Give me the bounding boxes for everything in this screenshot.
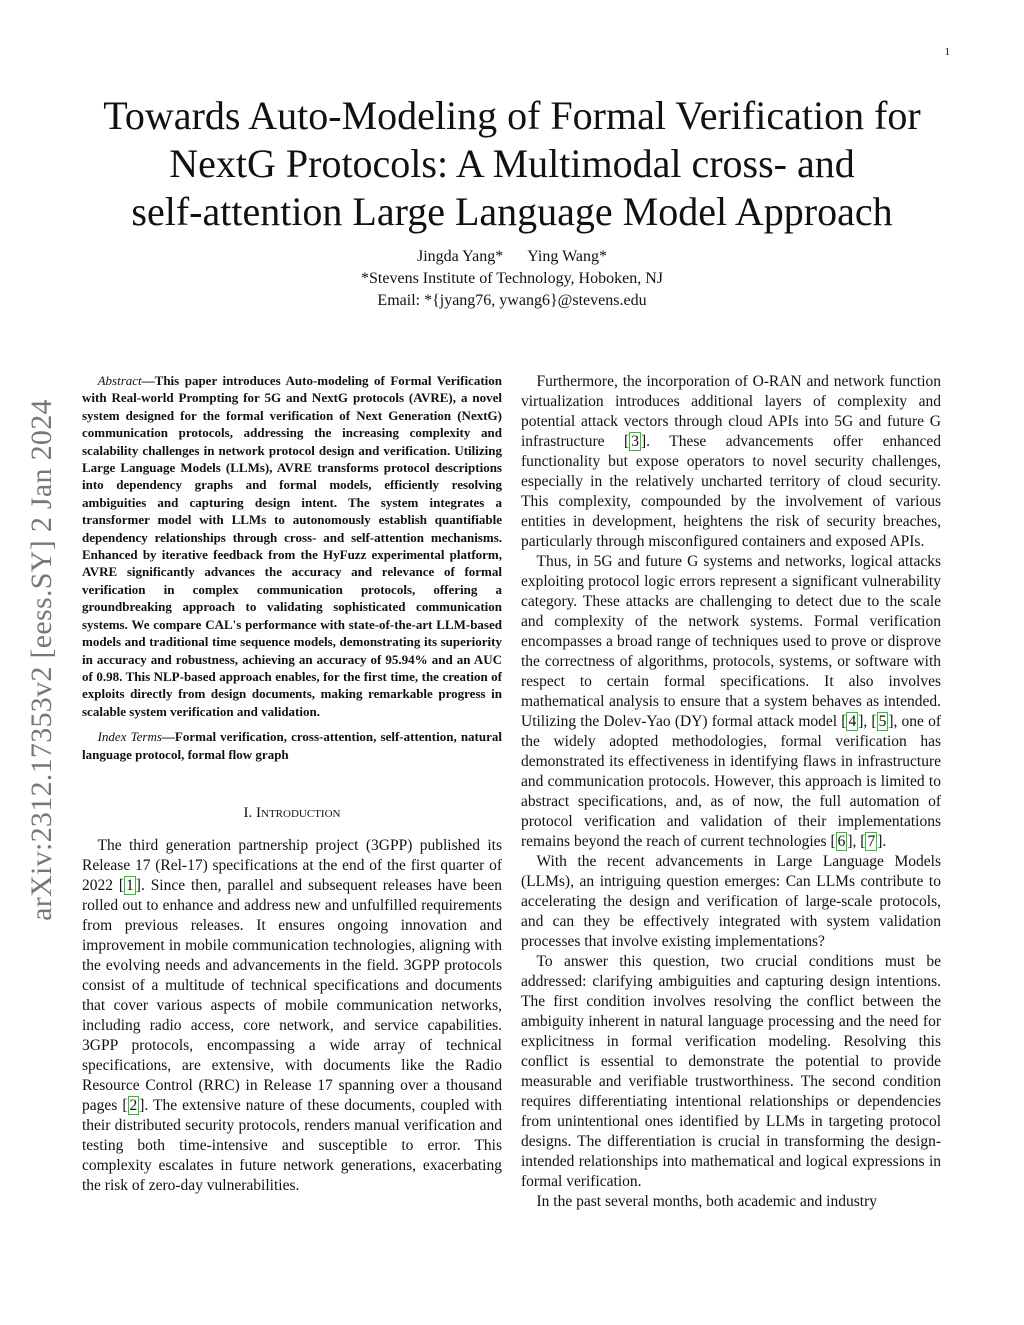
paper-title [60, 92, 964, 236]
paragraph-text: Furthermore, the incorporation of O-RAN and network function virtualization introduces additional layers of complexity and potential attack vectors through cloud APIs into 5G and future G infrastructure [521, 373, 941, 450]
paragraph-text: . These advancements offer enhanced functionality but expose operators to novel security challenges, especially in the relatively uncharted territory of cloud security. This complexity, compounded by the involvement of various entities in development, heightens the risk of security breaches, particularly through misconfigured containers and exposed APIs. [521, 433, 941, 550]
paragraph-text: The third generation partnership project (3GPP) published its Release 17 (Rel-17) specifications at the end of the first quarter of 2022 [82, 836, 502, 894]
author-affiliation: *Stevens Institute of Technology, Hoboken, NJ [361, 270, 663, 287]
citation-separator: , [852, 833, 861, 850]
page-number: 1 [944, 46, 950, 58]
intro-paragraph-6: In the past several months, both academic and industry [536, 1193, 877, 1210]
author-2: Ying Wang* [527, 248, 607, 265]
citation-link-3[interactable]: 3 [631, 433, 639, 450]
arxiv-identifier: arXiv:2312.17353v2 [eess.SY] 2 Jan 2024 [25, 399, 58, 921]
intro-paragraph-4: With the recent advancements in Large Language Models (LLMs), an intriguing question emerges: Can LLMs contribute to accelerating the design and verification of large-scale protocols, and can they be effectively integrated with system validation processes that involve existing implementations? [521, 853, 941, 950]
citation-link-5[interactable]: 5 [878, 713, 887, 730]
paragraph-text: . The extensive nature of these documents, coupled with their distributed security protocols, renders manual verification and testing both time-intensive and susceptible to error. This complexity escalates in future network generations, exacerbating the risk of zero-day vulnerabilities. [82, 1096, 502, 1194]
paragraph-text: Thus, in 5G and future G systems and networks, logical attacks exploiting protocol logic errors represent a significant vulnerability category. These attacks are challenging to detect due to the scale and complexity of the network systems. Formal verification encompasses a broad range of techniques used to prove or disprove the correctness of algorithms, protocols, systems, or software with respect to certain formal specifications. It also involves mathematical analysis to ensure that a system behaves as intended. Utilizing the Dolev-Yao (DY) formal attack model [521, 553, 941, 730]
intro-paragraph-5: To answer this question, two crucial conditions must be addressed: clarifying ambiguities and capturing design intentions. The first condition involves resolving the conflict between the ambiguity inherent in natural language processing and the need for explicitness in formal verification modeling. Resolving this conflict is essential to demonstrate the potential to provide measurable and verifiable trustworthiness. The second condition requires differentiating intentional relationships or dependencies from unintentional ones identified by LLMs in targeting protocol designs. The differentiation is crucial in transforming the design-intended relationships into mathematical and logical expressions in formal verification. [521, 953, 941, 1190]
abstract-text: —This paper introduces Auto-modeling of Formal Verification with Real-world Prompting for 5G and NextG protocols (AVRE), a novel system designed for the formal verification of Next Generation (NextG) communication protocols, addressing the increasing complexity and scalability challenges in network protocol design and verification. Utilizing Large Language Models (LLMs), AVRE transforms protocol descriptions into dependency graphs and formal models, efficiently resolving ambiguities and capturing design intent. The system integrates a transformer model with LLMs to autonomously establish quantifiable dependency relationships through cross- and self-attention mechanisms. Enhanced by iterative feedback from the HyFuzz experimental platform, AVRE significantly advances the accuracy and relevance of formal verification in complex communication protocols, offering a groundbreaking approach to validating sophisticated communication systems. We compare CAL's performance with state-of-the-art LLM-based models and traditional time sequence models, demonstrating its superiority in accuracy and robustness, achieving an accuracy of 95.94% and an AUC of 0.98. This NLP-based approach enables, for the first time, the creation of exploits directly from design documents, making remarkable progress in scalable system verification and validation. [82, 373, 502, 719]
intro-paragraph-2: Furthermore, the incorporation of O-RAN and network function virtualization introduces additional layers of complexity and potential attack vectors through cloud APIs into 5G and future G infrastructure [ 3 ]. These advancements offer enhanced functionality but expose operators to novel security challenges, especially in the relatively uncharted territory of cloud security. This complexity, compounded by the involvement of various entities in development, heightens the risk of security breaches, particularly through misconfigured containers and exposed APIs. [521, 373, 941, 550]
citation-link-7[interactable]: 7 [867, 833, 876, 850]
citation-link-1[interactable]: 1 [126, 876, 134, 894]
title-line-2: NextG Protocols: A Multimodal cross- and [169, 141, 855, 186]
paragraph-text: . Since then, parallel and subsequent releases have been rolled out to enhance and address new and unfulfilled requirements from previous releases. It ensures ongoing innovation and improvement in mobile communication technologies, aligning with the evolving needs and advancements in the field. 3GPP protocols consist of a multitude of technical specifications and documents that cover various aspects of mobile communication networks, including radio access, core network, and service capabilities. 3GPP protocols, encompassing a wide array of technical specifications, are extensive, with documents like the Radio Resource Control (RRC) in Release 17 spanning over a thousand pages [82, 876, 502, 1114]
left-column [82, 372, 502, 1196]
author-1: Jingda Yang* [417, 248, 504, 265]
citation-link-2[interactable]: 2 [129, 1096, 138, 1114]
right-column [521, 372, 941, 1212]
author-names [60, 246, 964, 268]
paragraph-text: , one of the widely adopted methodologies, formal verification has demonstrated its effectiveness in identifying flaws in infrastructure and communication protocols. However, this approach is limited to abstract specifications, and, as of now, the full automation of protocol verification and validation of their implementations remains beyond the reach of current technologies [521, 713, 942, 850]
index-terms [82, 728, 502, 763]
citation-link-6[interactable]: 6 [837, 833, 846, 850]
index-terms-label: Index Terms [97, 729, 162, 745]
paragraph-text: . [882, 833, 887, 850]
citation-link-4[interactable]: 4 [848, 713, 857, 730]
abstract-label: Abstract [97, 373, 142, 388]
author-email: Email: *{jyang76, ywang6}@stevens.edu [377, 292, 647, 309]
index-terms-text: —Formal verification, cross-attention, self-attention, natural language protocol, formal flow graph [82, 729, 502, 762]
intro-paragraph-1: The third generation partnership project (3GPP) published its Release 17 (Rel-17) specifications at the end of the first quarter of 2022 [ 1 ]. Since then, parallel and subsequent releases have been rolled out to enhance and address new and unfulfilled requirements from previous releases. It ensures ongoing innovation and improvement in mobile communication technologies, aligning with the evolving needs and advancements in the field. 3GPP protocols consist of a multitude of technical specifications and documents that cover various aspects of mobile communication networks, including radio access, core network, and service capabilities. 3GPP protocols, encompassing a wide array of technical specifications, are extensive, with documents like the Radio Resource Control (RRC) in Release 17 spanning over a thousand pages [ 2 ]. The extensive nature of these documents, coupled with their distributed security protocols, renders manual verification and testing both time-intensive and susceptible to error. This complexity escalates in future network generations, exacerbating the risk of zero-day vulnerabilities. [82, 836, 502, 1194]
title-line-3: self-attention Large Language Model Approach [131, 189, 893, 234]
title-line-1: Towards Auto-Modeling of Formal Verification for [103, 93, 921, 138]
author-block [60, 246, 964, 312]
section-heading-introduction: I. Introduction [243, 804, 341, 821]
intro-paragraph-3: Thus, in 5G and future G systems and networks, logical attacks exploiting protocol logic errors represent a significant vulnerability category. These attacks are challenging to detect due to the scale and complexity of the network systems. Formal verification encompasses a broad range of techniques used to prove or disprove the correctness of algorithms, protocols, systems, or software with respect to certain formal specifications. It also involves mathematical analysis to ensure that a system behaves as intended. Utilizing the Dolev-Yao (DY) formal attack model [ 4 ], [ 5 ], one of the widely adopted methodologies, formal verification has demonstrated its effectiveness in identifying flaws in infrastructure and communication protocols. However, this approach is limited to abstract specifications, and, as of now, the full automation of protocol verification and validation of their implementations remains beyond the reach of current technologies [ 6 ], [ 7 ]. [521, 553, 942, 850]
abstract [82, 372, 502, 720]
citation-separator: , [863, 713, 872, 730]
